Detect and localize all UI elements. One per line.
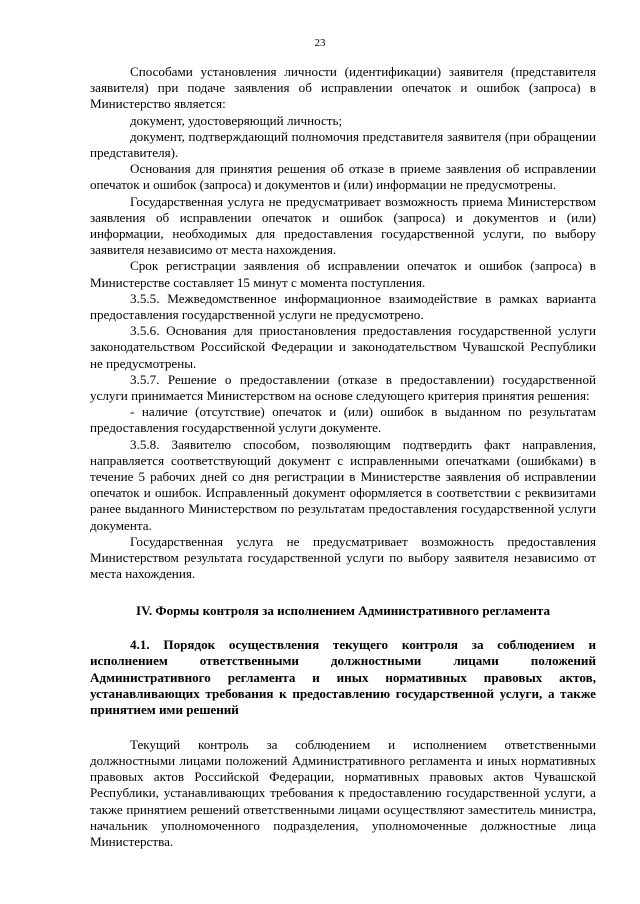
document-body (90, 64, 596, 850)
subsection-heading: 4.1. Порядок осуществления текущего контроля за соблюдением и исполнением ответственными должностными лицами положений Административного регламента и иных нормативных правовых актов, устанавливающих требования к предоставлению государственной услуги, а также принятием ими решений (90, 636, 596, 718)
paragraph-authority-document: документ, подтверждающий полномочия представителя заявителя (при обращении представителя). (90, 128, 596, 161)
paragraph-registration-term: Срок регистрации заявления об исправлении опечаток и ошибок (запроса) в Министерстве составляет 15 минут с момента поступления. (90, 258, 596, 290)
paragraph-identification-methods: Способами установления личности (идентификации) заявителя (представителя заявителя) при подаче заявления об исправлении опечаток и ошибок (запроса) в Министерство является: (90, 64, 596, 112)
paragraph-current-control: Текущий контроль за соблюдением и исполнением ответственными должностными лицами положений Административного регламента и иных нормативных правовых актов Российской Федерации, нормативных правовых актов Чувашской Республики, устанавливающих требования к предоставлению государственной услуги, а также принятием решений ответственными лицами осуществляют заместитель министра, начальник уполномоченного подразделения, уполномоченные должностные лица Министерства. (90, 736, 596, 849)
paragraph-3-5-5: 3.5.5. Межведомственное информационное взаимодействие в рамках варианта предоставления государственной услуги не предусмотрено. (90, 290, 596, 323)
paragraph-decision-criterion: - наличие (отсутствие) опечаток и (или) ошибок в выданном по результатам предоставления государственной услуги документе. (90, 404, 596, 436)
paragraph-3-5-6: 3.5.6. Основания для приостановления предоставления государственной услуги законодательством Российской Федерации и законодательством Чувашской Республики не предусмотрены. (90, 323, 596, 371)
paragraph-identity-document: документ, удостоверяющий личность; (130, 112, 343, 128)
page-number: 23 (314, 37, 326, 49)
paragraph-extraterritorial-result: Государственная услуга не предусматривает возможность предоставления Министерством результата государственной услуги по выбору заявителя независимо от места нахождения. (90, 533, 596, 582)
section-heading: IV. Формы контроля за исполнением Административного регламента (135, 602, 551, 618)
paragraph-refusal-grounds: Основания для принятия решения об отказе в приеме заявления об исправлении опечаток и ошибок (запроса) и документов и (или) информации не предусмотрены. (90, 161, 596, 193)
paragraph-3-5-8: 3.5.8. Заявителю способом, позволяющим подтвердить факт направления, направляется соответствующий документ с исправленными опечатками (ошибками) в течение 5 рабочих дней со дня регистрации в Министерстве заявления об исправлении опечаток и ошибок. Исправленный документ оформляется в соответствии с реквизитами ранее выданного Министерством по результатам предоставления государственной услуги документа. (90, 436, 596, 533)
paragraph-3-5-7: 3.5.7. Решение о предоставлении (отказе в предоставлении) государственной услуги принимается Министерством на основе следующего критерия принятия решения: (90, 371, 596, 404)
paragraph-extraterritorial-acceptance: Государственная услуга не предусматривает возможность приема Министерством заявления об исправлении опечаток и ошибок (запроса) и документов и (или) информации, необходимых для предоставления государственной услуги, по выбору заявителя независимо от места нахождения. (90, 193, 596, 258)
